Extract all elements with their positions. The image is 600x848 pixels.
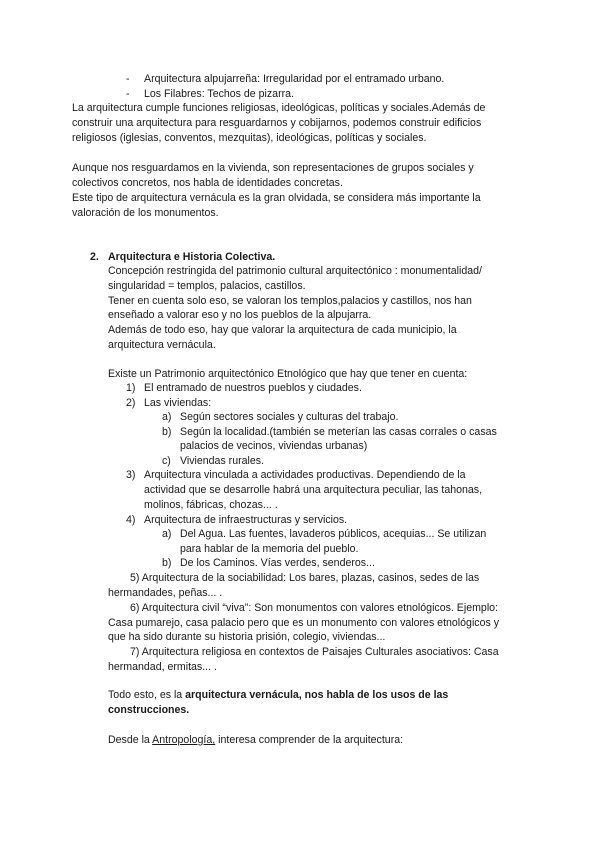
dash-bullet: - bbox=[126, 88, 130, 100]
list-item: 6) Arquitectura civil “viva”: Son monumentos con valores etnológicos. Ejemplo: bbox=[130, 602, 499, 614]
list-intro: Existe un Patrimonio arquitectónico Etnológico que hay que tener en cuenta: bbox=[108, 368, 468, 380]
list-item: Arquitectura vinculada a actividades productivas. Dependiendo de la bbox=[144, 469, 466, 481]
list-item-cont: hermandades, peñas... . bbox=[108, 587, 223, 599]
list-item-cont: molinos, fábricas, chozas... . bbox=[144, 499, 278, 511]
sublist-item: Del Agua. Las fuentes, lavaderos públicos, acequias... Se utilizan bbox=[180, 528, 487, 540]
list-item-cont: hermandad, ermitas... . bbox=[108, 661, 217, 673]
list-number: 4) bbox=[126, 514, 136, 526]
dash-bullet: - bbox=[126, 73, 130, 85]
sublist-item: De los Caminos. Vías verdes, senderos... bbox=[180, 557, 375, 569]
sublist-letter: b) bbox=[162, 557, 172, 569]
paragraph-line: construir una arquitectura para resguardarnos y cobijarnos, podemos construir edificios bbox=[72, 117, 482, 129]
sublist-item-cont: palacios de vecinos, viviendas urbanas) bbox=[180, 440, 368, 452]
paragraph-line: Concepción restringida del patrimonio cultural arquitectónico : monumentalidad/ bbox=[108, 265, 482, 277]
list-item-filabres: Los Filabres: Techos de pizarra. bbox=[144, 88, 294, 100]
conclusion-line: Todo esto, es la arquitectura vernácula, nos habla de los usos de las bbox=[108, 689, 449, 701]
sublist-letter: a) bbox=[162, 528, 172, 540]
list-number: 2) bbox=[126, 397, 136, 409]
conclusion-line: construcciones. bbox=[108, 704, 190, 716]
paragraph-line: enseñado a valorar eso y no los pueblos de la alpujarra. bbox=[108, 309, 372, 321]
section-heading: Arquitectura e Historia Colectiva. bbox=[108, 251, 276, 263]
list-item-cont: actividad que se desarrolle habrá una arquitectura peculiar, las tahonas, bbox=[144, 484, 483, 496]
list-item-cont: Casa pumarejo, casa palacio pero que es un monumento con valores etnológicos y bbox=[108, 617, 500, 629]
list-number: 1) bbox=[126, 382, 136, 394]
section-number: 2. bbox=[90, 251, 99, 263]
paragraph-line: religiosos (iglesias, conventos, mezquitas), ideológicas, políticas y sociales. bbox=[72, 132, 427, 144]
paragraph-line: Aunque nos resguardamos en la vivienda, son representaciones de grupos sociales y bbox=[72, 162, 474, 174]
closing-line: Desde la Antropología, interesa comprender de la arquitectura: bbox=[108, 734, 404, 746]
list-item-cont: que ha sido durante su historia prisión, colegio, viviendas... bbox=[108, 631, 386, 643]
sublist-letter: c) bbox=[162, 455, 171, 467]
list-item: El entramado de nuestros pueblos y ciudades. bbox=[144, 382, 362, 394]
paragraph-line: arquitectura vernácula. bbox=[108, 339, 216, 351]
paragraph-line: Tener en cuenta solo eso, se valoran los templos,palacios y castillos, nos han bbox=[108, 295, 472, 307]
list-item-alpujarrena: Arquitectura alpujarreña: Irregularidad por el entramado urbano. bbox=[144, 73, 445, 85]
paragraph-line: La arquitectura cumple funciones religiosas, ideológicas, políticas y sociales.Además de bbox=[72, 102, 486, 114]
sublist-item: Según la localidad.(también se meterían las casas corrales o casas bbox=[180, 426, 497, 438]
paragraph-line: colectivos concretos, nos habla de identidades concretas. bbox=[72, 177, 343, 189]
list-item: Arquitectura de infraestructuras y servicios. bbox=[144, 514, 348, 526]
list-item: 7) Arquitectura religiosa en contextos de Paisajes Culturales asociativos: Casa bbox=[130, 646, 499, 658]
list-item: 5) Arquitectura de la sociabilidad: Los bares, plazas, casinos, sedes de las bbox=[130, 572, 480, 584]
antropologia-link[interactable]: Antropología, bbox=[152, 734, 216, 746]
list-number: 3) bbox=[126, 469, 136, 481]
paragraph-line: Además de todo eso, hay que valorar la arquitectura de cada municipio, la bbox=[108, 324, 457, 336]
sublist-item: Según sectores sociales y culturas del trabajo. bbox=[180, 411, 399, 423]
paragraph-line: singularidad = templos, palacios, castillos. bbox=[108, 280, 306, 292]
sublist-item-cont: para hablar de la memoria del pueblo. bbox=[180, 543, 359, 555]
sublist-letter: b) bbox=[162, 426, 172, 438]
list-item: Las viviendas: bbox=[144, 397, 212, 409]
sublist-item: Viviendas rurales. bbox=[180, 455, 265, 467]
paragraph-line: valoración de los monumentos. bbox=[72, 207, 219, 219]
paragraph-line: Este tipo de arquitectura vernácula es la gran olvidada, se considera más importante la bbox=[72, 192, 481, 204]
sublist-letter: a) bbox=[162, 411, 172, 423]
